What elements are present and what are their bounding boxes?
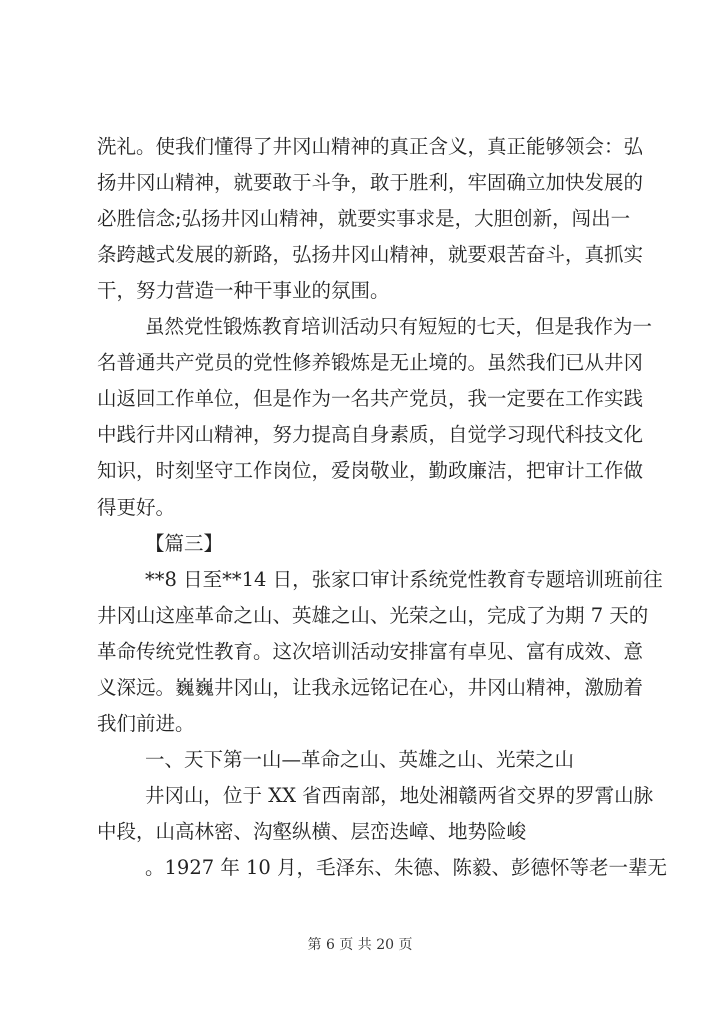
text-line: 一、天下第一山—革命之山、英雄之山、光荣之山 (145, 747, 575, 771)
text-line: 知识，时刻坚守工作岗位，爱岗敬业，勤政廉洁，把审计工作做 (97, 459, 644, 483)
text-line: 义深远。巍巍井冈山，让我永远铭记在心，井冈山精神，激励着 (97, 675, 644, 699)
text-line: 井冈山这座革命之山、英雄之山、光荣之山，完成了为期 7 天的 (97, 603, 649, 627)
text-line: 革命传统党性教育。这次培训活动安排富有卓见、富有成效、意 (97, 639, 644, 663)
page-footer: 第 6 页 共 20 页 (307, 937, 413, 953)
text-line: **8 日至**14 日，张家口审计系统党性教育专题培训班前往 (145, 567, 663, 591)
text-line: 扬井冈山精神，就要敢于斗争，敢于胜利，牢固确立加快发展的 (97, 171, 644, 195)
text-line: 井冈山，位于 XX 省西南部，地处湘赣两省交界的罗霄山脉 (145, 783, 654, 807)
text-line: 【篇三】 (145, 531, 224, 555)
text-line: 干，努力营造一种干事业的氛围。 (97, 279, 390, 303)
text-line: 中段，山高林密、沟壑纵横、层峦迭嶂、地势险峻 (97, 819, 527, 843)
text-line: 我们前进。 (97, 711, 195, 735)
text-line: 虽然党性锻炼教育培训活动只有短短的七天，但是我作为一 (145, 315, 653, 339)
text-line: 必胜信念;弘扬井冈山精神，就要实事求是，大胆创新，闯出一 (97, 207, 631, 231)
text-line: 山返回工作单位，但是作为一名共产党员，我一定要在工作实践 (97, 387, 644, 411)
text-line: 。1927 年 10 月，毛泽东、朱德、陈毅、彭德怀等老一辈无 (145, 856, 668, 879)
text-line: 中践行井冈山精神，努力提高自身素质，自觉学习现代科技文化 (97, 423, 644, 447)
text-line: 得更好。 (97, 495, 176, 519)
text-line: 名普通共产党员的党性修养锻炼是无止境的。虽然我们已从井冈 (97, 351, 644, 375)
text-line: 条跨越式发展的新路，弘扬井冈山精神，就要艰苦奋斗，真抓实 (97, 243, 644, 267)
text-line: 洗礼。使我们懂得了井冈山精神的真正含义，真正能够领会：弘 (97, 135, 644, 158)
